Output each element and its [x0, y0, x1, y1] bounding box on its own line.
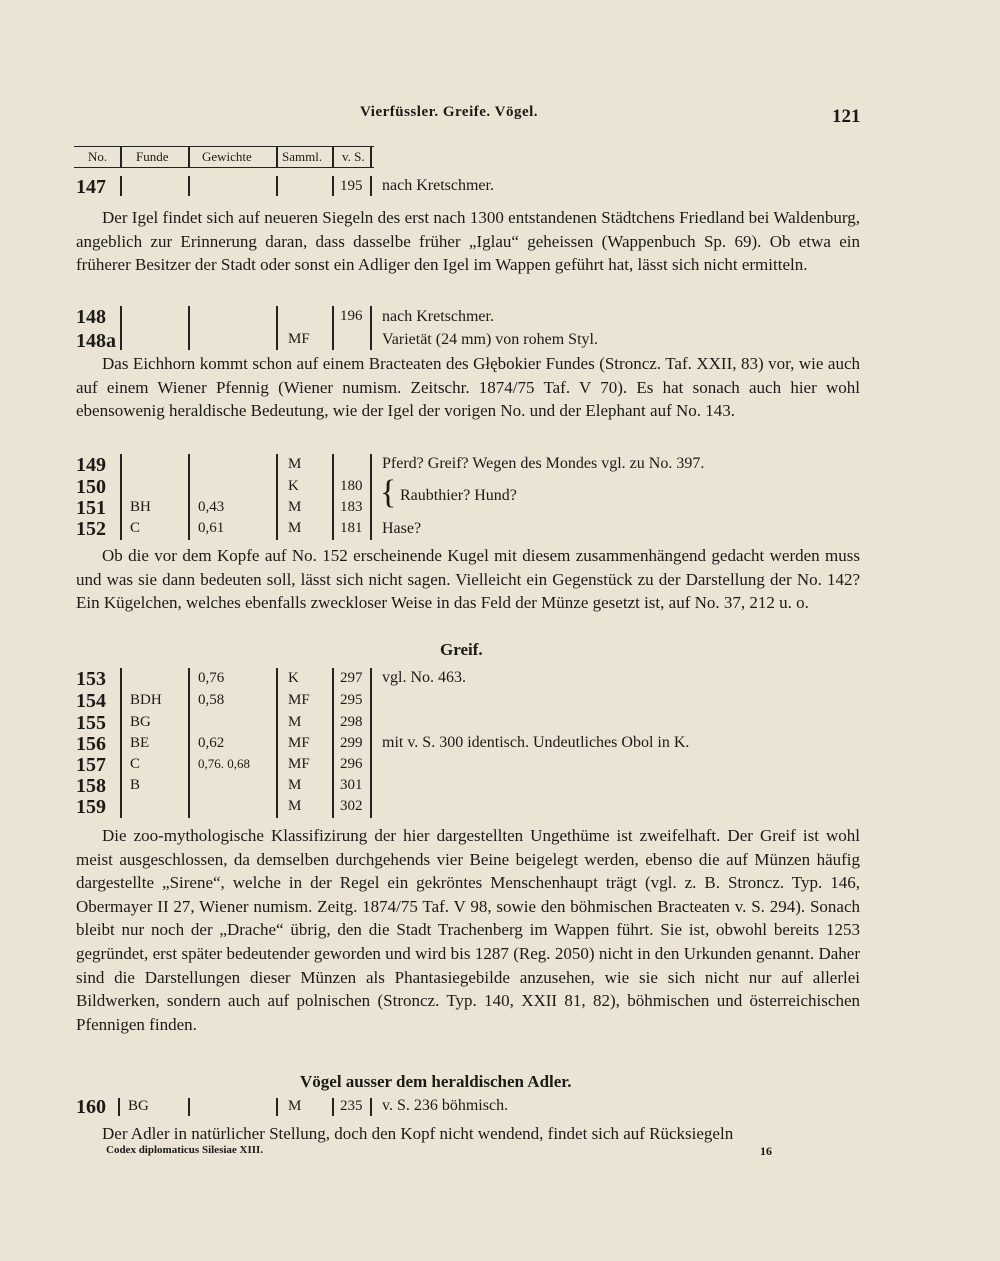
row-157-gew: 0,76. 0,68 — [198, 756, 250, 771]
row-153-samml: K — [288, 670, 299, 686]
row-152-samml: M — [288, 520, 302, 536]
row-149-samml: M — [288, 456, 302, 472]
paragraph-eichhorn: Das Eichhorn kommt schon auf einem Bracteaten des Głębokier Fundes (Stroncz. Taf. XXII, 83) vor, wie auch auf einem Wiener Pfennig (Wiener numism. Zeitschr. 1874/75 Taf. V 70). Es hat sonach auch hier wohl ebensowenig heraldische Bedeutung, wie der Igel der vorigen No. und der Elephant auf No. 143. — [76, 354, 860, 421]
row-154-funde: BDH — [130, 692, 162, 708]
row-156-vs: 299 — [340, 735, 363, 751]
page-number: 121 — [832, 106, 861, 127]
row-156-remark: mit v. S. 300 identisch. Undeutliches Obol in K. — [382, 734, 690, 751]
row-156-funde: BE — [130, 735, 150, 751]
paragraph-adler: Der Adler in natürlicher Stellung, doch den Kopf nicht wendend, findet sich auf Rücksiegeln — [102, 1124, 734, 1143]
row-147-remark: nach Kretschmer. — [382, 177, 494, 194]
row-151-gew: 0,43 — [198, 499, 225, 515]
row-149-remark: Pferd? Greif? Wegen des Mondes vgl. zu No. 397. — [382, 455, 705, 472]
col-samml-header: Samml. — [282, 149, 323, 164]
paragraph-kugel: Ob die vor dem Kopfe auf No. 152 erscheinende Kugel mit diesem zusammenhängend gedacht werden muss und was sie dann bedeuten soll, lässt sich nicht sagen. Vielleicht ein Gegenstück zu der Darstellung der No. 142? Ein Kügelchen, welches ebenfalls zweckloser Weise in das Feld der Münze gesetzt ist, auf No. 37, 212 u. o. — [76, 546, 860, 613]
row-160-funde: BG — [128, 1098, 149, 1114]
row-157-funde: C — [130, 756, 141, 772]
row-158-samml: M — [288, 777, 302, 793]
col-funde-header: Funde — [136, 149, 169, 164]
row-154-vs: 295 — [340, 692, 363, 708]
row-148-remark: nach Kretschmer. — [382, 308, 494, 325]
row-147-vs: 195 — [340, 178, 363, 194]
row-159-samml: M — [288, 798, 302, 814]
row-153-vs: 297 — [340, 670, 363, 686]
row-154-no: 154 — [76, 690, 106, 712]
row-158-no: 158 — [76, 775, 106, 797]
row-151-samml: M — [288, 499, 302, 515]
row-159-no: 159 — [76, 796, 106, 818]
row-152-funde: C — [130, 520, 141, 536]
table-header — [74, 146, 374, 168]
row-156-samml: MF — [288, 735, 310, 751]
paragraph-igel: Der Igel findet sich auf neueren Siegeln des erst nach 1300 entstandenen Städtchens Friedland bei Waldenburg, angeblich zur Erinnerung daran, dass dasselbe früher „Iglau“ geheissen (Wappenbuch Sp. 69). Ob etwa ein früherer Besitzer der Stadt oder sonst ein Adliger den Igel im Wappen geführt hat, lässt sich nicht ermitteln. — [76, 208, 860, 275]
col-vs-header: v. S. — [342, 149, 365, 164]
row-148a-no: 148a — [76, 330, 116, 352]
row-158-funde: B — [130, 777, 141, 793]
row-160-vs: 235 — [340, 1098, 363, 1114]
row-157-no: 157 — [76, 754, 106, 776]
row-158-vs: 301 — [340, 777, 363, 793]
col-no-header: No. — [88, 149, 108, 164]
row-156-gew: 0,62 — [198, 735, 225, 751]
row-159-vs: 302 — [340, 798, 363, 814]
row-149-no: 149 — [76, 454, 106, 476]
row-150-samml: K — [288, 478, 299, 494]
paragraph-klassifizierung: Die zoo-mythologische Klassifizirung der hier dargestellten Ungethüme ist zweifelhaft. Der Greif ist wohl meist ausgeschlossen, da demselben durchgehends vier Beine beigelegt werden, ebenso die auf Münzen häufig dargestellte „Sirene“, welche in der Regel ein gekröntes Menschenhaupt trägt (vgl. z. B. Stroncz. Typ. 146, Obermayer II 27, Wiener numism. Zeitg. 1874/75 Taf. V 98, sowie den böhmischen Bracteaten v. S. 294). Sonach bleibt nur noch der „Drache“ übrig, den die Stadt Trachenberg im Wappen führt. Sie ist, obwohl bereits 1253 gegründet, erst später bedeutender geworden und wird bis 1287 (Reg. 2050) nicht in den Urkunden genannt. Daher sind die Darstellungen dieser Münzen als Phantasiegebilde anzusehen, wie sie sich nicht nur auf allerlei Bildwerken, sondern auch auf polnischen (Stroncz. Typ. 140, XXII 81, 82), böhmischen und österreichischen Pfennigen finden. — [76, 826, 860, 1034]
row-153-remark: vgl. No. 463. — [382, 669, 466, 686]
row-150-no: 150 — [76, 476, 106, 498]
heading-greif: Greif. — [440, 640, 483, 659]
row-152-vs: 181 — [340, 520, 363, 536]
row-148-vs: 196 — [340, 308, 363, 324]
row-153-gew: 0,76 — [198, 670, 225, 686]
row-151-funde: BH — [130, 499, 151, 515]
row-154-samml: MF — [288, 692, 310, 708]
row-153-no: 153 — [76, 668, 106, 690]
row-151-no: 151 — [76, 497, 106, 519]
row-155-vs: 298 — [340, 714, 363, 730]
row-152-no: 152 — [76, 518, 106, 540]
row-155-samml: M — [288, 714, 302, 730]
row-156-no: 156 — [76, 733, 106, 755]
row-160-no: 160 — [76, 1096, 106, 1118]
row-148-no: 148 — [76, 306, 106, 328]
row-151-vs: 183 — [340, 499, 363, 515]
row-155-funde: BG — [130, 714, 151, 730]
footer-codex: Codex diplomaticus Silesiae XIII. — [106, 1144, 264, 1156]
row-154-gew: 0,58 — [198, 692, 225, 708]
row-152-gew: 0,61 — [198, 520, 225, 536]
row-152-remark: Hase? — [382, 520, 422, 537]
heading-voegel: Vögel ausser dem heraldischen Adler. — [300, 1072, 572, 1091]
row-150-vs: 180 — [340, 478, 363, 494]
footer-signature: 16 — [760, 1144, 772, 1158]
row-155-no: 155 — [76, 712, 106, 734]
row-160-remark: v. S. 236 böhmisch. — [382, 1097, 509, 1114]
brace-remark: Raubthier? Hund? — [400, 487, 517, 504]
col-gewichte-header: Gewichte — [202, 149, 252, 164]
row-148a-remark: Varietät (24 mm) von rohem Styl. — [382, 331, 598, 348]
row-157-samml: MF — [288, 756, 310, 772]
brace: { — [380, 474, 397, 511]
running-head: Vierfüssler. Greife. Vögel. — [360, 104, 539, 120]
row-157-vs: 296 — [340, 756, 363, 772]
row-147-no: 147 — [76, 176, 106, 198]
row-148a-samml: MF — [288, 331, 310, 347]
row-160-samml: M — [288, 1098, 302, 1114]
